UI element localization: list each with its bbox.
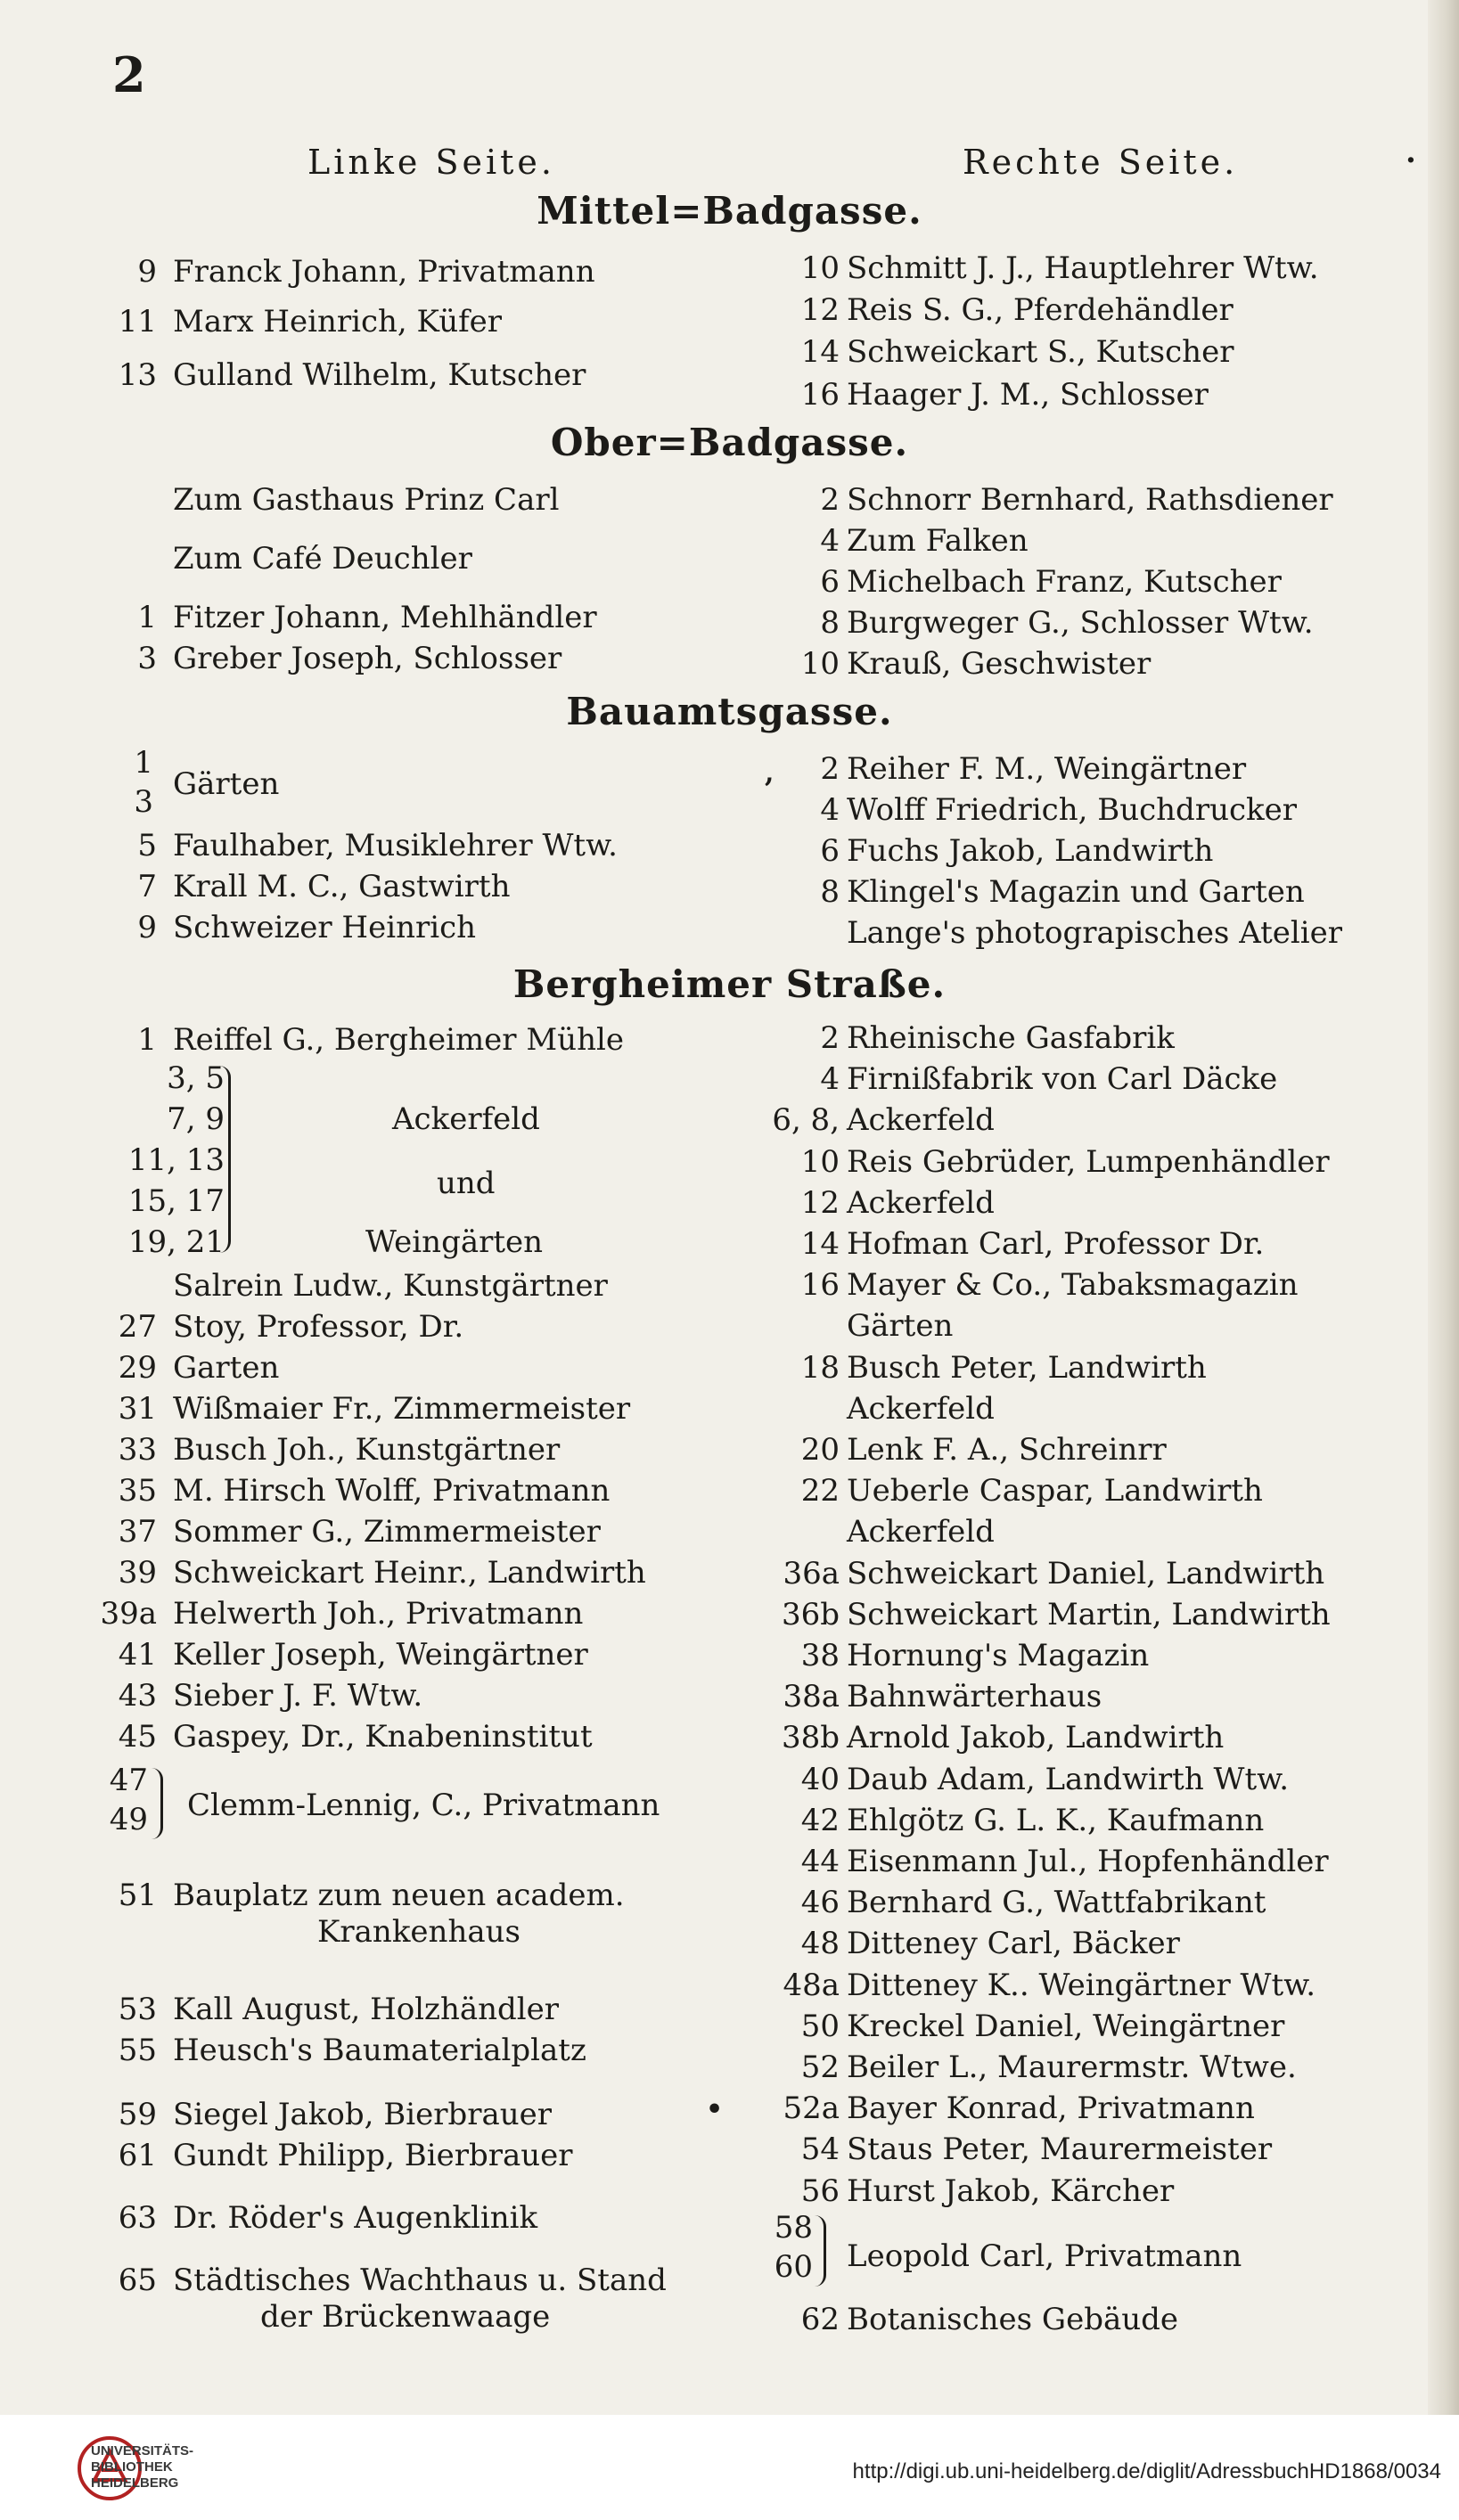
- entry-text: Reiffel G., Bergheimer Mühle: [173, 1022, 624, 1058]
- section-title-bauamtsgasse: Bauamtsgasse.: [566, 690, 893, 733]
- logo-line: UNIVERSITÄTS-: [91, 2443, 194, 2459]
- list-item: [0, 1511, 1459, 1552]
- entry-text: Firnißfabrik von Carl Däcke: [847, 1061, 1278, 1098]
- entry-text: Bernhard G., Wattfabrikant: [847, 1885, 1266, 1921]
- entry-text: Schweickart Heinr., Landwirth: [173, 1555, 646, 1591]
- list-item: [0, 479, 1459, 520]
- entry-text: Ackerfeld: [847, 1102, 995, 1139]
- list-item: [0, 1429, 1459, 1470]
- entry-number: 8: [820, 874, 840, 910]
- entry-number: 2: [820, 482, 840, 518]
- entry-number: 59: [118, 2097, 157, 2132]
- brace-label: Ackerfeld: [392, 1101, 540, 1137]
- list-item: [0, 331, 1459, 372]
- entry-number: 14: [800, 334, 840, 370]
- entry-number: 1: [137, 1022, 157, 1058]
- list-item: [0, 1141, 1459, 1182]
- entry-number: 9: [137, 254, 157, 290]
- entry-text: Kall August, Holzhändler: [173, 1992, 560, 2027]
- entry-text: Michelbach Franz, Kutscher: [847, 564, 1282, 600]
- group-number: 47: [109, 1763, 148, 1798]
- entry-text: Lenk F. A., Schreinrr: [847, 1432, 1167, 1468]
- entry-number: 37: [118, 1514, 157, 1550]
- list-item: [0, 1100, 1459, 1141]
- entry-number: 14: [800, 1226, 840, 1262]
- entry-number: 20: [800, 1432, 840, 1468]
- list-item: [0, 1223, 1459, 1264]
- entry-number: 18: [800, 1349, 840, 1386]
- list-item: [0, 1923, 1459, 1964]
- group-label: Clemm-Lennig, C., Privatmann: [187, 1788, 660, 1823]
- brace-icon: [815, 2215, 826, 2287]
- entry-text: Burgweger G., Schlosser Wtw.: [847, 605, 1314, 641]
- entry-number: 7: [137, 869, 157, 904]
- entry-number: 5: [137, 828, 157, 863]
- entry-text: Ackerfeld: [847, 1390, 995, 1427]
- list-item: [0, 912, 1459, 953]
- entry-text: Sommer G., Zimmermeister: [173, 1514, 601, 1550]
- entry-number: 4: [820, 792, 840, 828]
- entry-text: Hornung's Magazin: [847, 1638, 1150, 1673]
- entry-number: 39a: [100, 1596, 157, 1632]
- entry-text: Daub Adam, Landwirth Wtw.: [847, 1761, 1290, 1797]
- entry-text: Schmitt J. J., Hauptlehrer Wtw.: [847, 250, 1319, 286]
- entry-number: 36b: [781, 1596, 840, 1632]
- brace-number: 11, 13: [127, 1142, 225, 1178]
- entry-text: Gulland Wilhelm, Kutscher: [173, 357, 586, 393]
- ink-mark: ,: [765, 757, 775, 789]
- entry-text: Helwerth Joh., Privatmann: [173, 1596, 584, 1632]
- entry-text: Bayer Konrad, Privatmann: [847, 2090, 1255, 2127]
- group-label: Gärten: [173, 766, 280, 802]
- group-number: 3: [134, 784, 153, 820]
- entry-text: Greber Joseph, Schlosser: [173, 641, 562, 676]
- entry-number: 10: [800, 646, 840, 682]
- entry-text: Reiher F. M., Weingärtner: [847, 751, 1247, 787]
- entry-text: Ehlgötz G. L. K., Kaufmann: [847, 1802, 1265, 1838]
- entry-text: Zum Falken: [847, 523, 1029, 559]
- section-title-bergheimer-strasse: Bergheimer Straße.: [512, 962, 947, 1006]
- entry-number: 48a: [783, 1967, 840, 2003]
- entry-number: 38a: [783, 1679, 840, 1715]
- list-item: [0, 1264, 1459, 1305]
- entry-number: 42: [800, 1802, 840, 1838]
- entry-text: M. Hirsch Wolff, Privatmann: [173, 1473, 611, 1509]
- list-item: [0, 248, 1459, 289]
- entry-number: 29: [118, 1350, 157, 1386]
- entry-text: Busch Peter, Landwirth: [847, 1349, 1207, 1386]
- entry-text: Krall M. C., Gastwirth: [173, 869, 511, 904]
- entry-text: Wolff Friedrich, Buchdrucker: [847, 792, 1297, 828]
- entry-number: 1: [137, 600, 157, 635]
- entry-number: 2: [820, 751, 840, 787]
- entry-number: 45: [118, 1719, 157, 1755]
- list-item: [0, 2047, 1459, 2088]
- entry-number: 44: [800, 1844, 840, 1879]
- entry-number: 10: [800, 1143, 840, 1180]
- entry-text: Staus Peter, Maurermeister: [847, 2131, 1273, 2168]
- entry-number: 6, 8,: [772, 1102, 840, 1139]
- entry-number: 12: [800, 1184, 840, 1221]
- list-item: [0, 1594, 1459, 1635]
- entry-number: 39: [118, 1555, 157, 1591]
- entry-continuation: der Brückenwaage: [260, 2299, 551, 2335]
- entry-number: 65: [118, 2262, 157, 2298]
- list-item: [0, 290, 1459, 331]
- entry-text: Zum Gasthaus Prinz Carl: [173, 482, 560, 518]
- list-item: [0, 871, 1459, 912]
- entry-number: 31: [118, 1391, 157, 1427]
- entry-text: Schweickart Martin, Landwirth: [847, 1596, 1331, 1632]
- entry-number: 41: [118, 1637, 157, 1673]
- list-item: [0, 520, 1459, 561]
- entry-text: Salrein Ludw., Kunstgärtner: [173, 1268, 608, 1304]
- brace-label: Weingärten: [365, 1224, 544, 1260]
- list-item: [0, 1305, 1459, 1346]
- list-item: [0, 790, 1459, 830]
- list-item: [0, 1676, 1459, 1717]
- entry-number: 6: [820, 564, 840, 600]
- list-item: [0, 830, 1459, 871]
- entry-text: Wißmaier Fr., Zimmermeister: [173, 1391, 631, 1427]
- list-item: [0, 602, 1459, 643]
- entry-number: 4: [820, 1061, 840, 1098]
- library-logo-text: [91, 2443, 193, 2491]
- list-item: [0, 1800, 1459, 1841]
- entry-text: Gundt Philipp, Bierbrauer: [173, 2138, 573, 2173]
- entry-number: 22: [800, 1473, 840, 1510]
- entry-text: Reis Gebrüder, Lumpenhändler: [847, 1143, 1330, 1180]
- list-item: [0, 2299, 1459, 2340]
- entry-number: 48: [800, 1926, 840, 1962]
- entry-number: 53: [118, 1992, 157, 2027]
- entry-number: 11: [118, 304, 157, 340]
- column-header-right: Rechte Seite.: [963, 143, 1239, 182]
- entry-text: Gärten: [847, 1308, 954, 1345]
- entry-text: Ditteney Carl, Bäcker: [847, 1926, 1180, 1962]
- page-number: 2: [112, 46, 146, 103]
- list-item: [0, 749, 1459, 790]
- entry-number: 9: [137, 910, 157, 945]
- entry-text: Haager J. M., Schlosser: [847, 377, 1209, 413]
- ink-mark: •: [706, 2094, 724, 2125]
- entry-number: 63: [118, 2200, 157, 2236]
- section-title-ober-badgasse: Ober=Badgasse.: [550, 421, 909, 464]
- list-item: [0, 1717, 1459, 1758]
- entry-text: Sieber J. F. Wtw.: [173, 1678, 423, 1714]
- entry-text: Krauß, Geschwister: [847, 646, 1152, 682]
- entry-number: 62: [800, 2302, 840, 2337]
- entry-number: 51: [118, 1878, 157, 1913]
- entry-number: 52: [800, 2050, 840, 2085]
- list-item: [0, 1759, 1459, 1800]
- brace-label: und: [437, 1166, 496, 1201]
- entry-text: Schweizer Heinrich: [173, 910, 477, 945]
- entry-text: Stoy, Professor, Dr.: [173, 1309, 464, 1345]
- brace-number: 7, 9: [167, 1101, 225, 1137]
- entry-number: 38: [800, 1638, 840, 1673]
- list-item: [0, 374, 1459, 415]
- entry-text: Busch Joh., Kunstgärtner: [173, 1432, 561, 1468]
- list-item: [0, 1182, 1459, 1223]
- section-title-mittel-badgasse: Mittel=Badgasse.: [537, 189, 922, 233]
- entry-text: Klingel's Magazin und Garten: [847, 874, 1305, 910]
- entry-number: 55: [118, 2033, 157, 2068]
- entry-number: 40: [800, 1761, 840, 1797]
- entry-number: 35: [118, 1473, 157, 1509]
- entry-number: 13: [118, 357, 157, 393]
- list-item: [0, 1965, 1459, 2006]
- entry-text: Dr. Röder's Augenklinik: [173, 2200, 538, 2236]
- entry-number: 36a: [783, 1555, 840, 1591]
- source-url[interactable]: http://digi.ub.uni-heidelberg.de/diglit/AdressbuchHD1868/0034: [852, 2459, 1441, 2483]
- entry-text: Keller Joseph, Weingärtner: [173, 1637, 588, 1673]
- entry-number: 12: [800, 292, 840, 328]
- group-label: Leopold Carl, Privatmann: [847, 2238, 1242, 2274]
- entry-text: Städtisches Wachthaus u. Stand: [173, 2262, 667, 2298]
- list-item: [0, 561, 1459, 602]
- list-item: [0, 2088, 1459, 2129]
- list-item: [0, 2129, 1459, 2170]
- entry-continuation: Krankenhaus: [317, 1914, 520, 1950]
- entry-text: Faulhaber, Musiklehrer Wtw.: [173, 828, 618, 863]
- entry-text: Gaspey, Dr., Knabeninstitut: [173, 1719, 593, 1755]
- entry-number: 50: [800, 2008, 840, 2044]
- entry-text: Fuchs Jakob, Landwirth: [847, 833, 1214, 869]
- entry-number: 2: [820, 1020, 840, 1056]
- brace-number: 3, 5: [167, 1060, 225, 1096]
- entry-text: Rheinische Gasfabrik: [847, 1020, 1175, 1056]
- column-header-left: Linke Seite.: [307, 143, 555, 182]
- entry-text: Beiler L., Maurermstr. Wtwe.: [847, 2050, 1297, 2085]
- group-number: 60: [774, 2249, 813, 2285]
- entry-text: Arnold Jakob, Landwirth: [847, 1720, 1225, 1756]
- group-number: 1: [134, 745, 153, 781]
- list-item: [0, 643, 1459, 684]
- entry-text: Lange's photograpisches Atelier: [847, 915, 1343, 951]
- entry-text: Garten: [173, 1350, 280, 1386]
- entry-number: 10: [800, 250, 840, 286]
- entry-number: 3: [137, 641, 157, 676]
- entry-number: 43: [118, 1678, 157, 1714]
- entry-number: 4: [820, 523, 840, 559]
- entry-text: Hofman Carl, Professor Dr.: [847, 1226, 1265, 1262]
- entry-number: 46: [800, 1885, 840, 1921]
- entry-number: 8: [820, 605, 840, 641]
- entry-text: Bauplatz zum neuen academ.: [173, 1878, 625, 1913]
- list-item: [0, 2171, 1459, 2212]
- entry-text: Ditteney K.. Weingärtner Wtw.: [847, 1967, 1316, 2003]
- entry-number: 33: [118, 1432, 157, 1468]
- entry-text: Marx Heinrich, Küfer: [173, 304, 503, 340]
- entry-text: Ackerfeld: [847, 1184, 995, 1221]
- list-item: [0, 2006, 1459, 2047]
- ink-dot: ·: [1406, 143, 1416, 178]
- entry-text: Ueberle Caspar, Landwirth: [847, 1473, 1263, 1510]
- entry-text: Heusch's Baumaterialplatz: [173, 2033, 586, 2068]
- logo-line: BIBLIOTHEK: [91, 2459, 173, 2475]
- list-item: [0, 1841, 1459, 1882]
- entry-number: 52a: [783, 2090, 840, 2127]
- entry-number: 56: [800, 2172, 840, 2209]
- entry-number: 61: [118, 2138, 157, 2173]
- entry-number: 38b: [781, 1720, 840, 1756]
- entry-number: 54: [800, 2131, 840, 2168]
- entry-text: Fitzer Johann, Mehlhändler: [173, 600, 597, 635]
- list-item: [0, 1388, 1459, 1429]
- entry-text: Reis S. G., Pferdehändler: [847, 292, 1234, 328]
- entry-text: Schweickart Daniel, Landwirth: [847, 1555, 1325, 1591]
- entry-text: Zum Café Deuchler: [173, 541, 472, 577]
- list-item: [0, 1882, 1459, 1923]
- entry-text: Schnorr Bernhard, Rathsdiener: [847, 482, 1333, 518]
- entry-number: 6: [820, 833, 840, 869]
- list-item: [0, 1018, 1459, 1059]
- entry-number: 27: [118, 1309, 157, 1345]
- entry-text: Schweickart S., Kutscher: [847, 334, 1234, 370]
- entry-text: Bahnwärterhaus: [847, 1679, 1102, 1715]
- entry-text: Siegel Jakob, Bierbrauer: [173, 2097, 552, 2132]
- list-item: [0, 1470, 1459, 1511]
- entry-text: Ackerfeld: [847, 1514, 995, 1550]
- list-item: [0, 1059, 1459, 1100]
- entry-text: Franck Johann, Privatmann: [173, 254, 595, 290]
- list-item: [0, 1347, 1459, 1388]
- group-number: 49: [109, 1802, 148, 1837]
- entry-text: Botanisches Gebäude: [847, 2302, 1179, 2337]
- logo-line: HEIDELBERG: [91, 2475, 179, 2491]
- entry-text: Hurst Jakob, Kärcher: [847, 2172, 1175, 2209]
- group-number: 58: [774, 2210, 813, 2246]
- list-item: [0, 1635, 1459, 1676]
- brace-number: 19, 21: [127, 1224, 225, 1260]
- entry-number: 16: [800, 1267, 840, 1304]
- entry-text: Kreckel Daniel, Weingärtner: [847, 2008, 1285, 2044]
- brace-number: 15, 17: [127, 1183, 225, 1219]
- entry-text: Eisenmann Jul., Hopfenhändler: [847, 1844, 1329, 1879]
- entry-text: Mayer & Co., Tabaksmagazin: [847, 1267, 1299, 1304]
- entry-number: 16: [800, 377, 840, 413]
- list-item: [0, 1553, 1459, 1594]
